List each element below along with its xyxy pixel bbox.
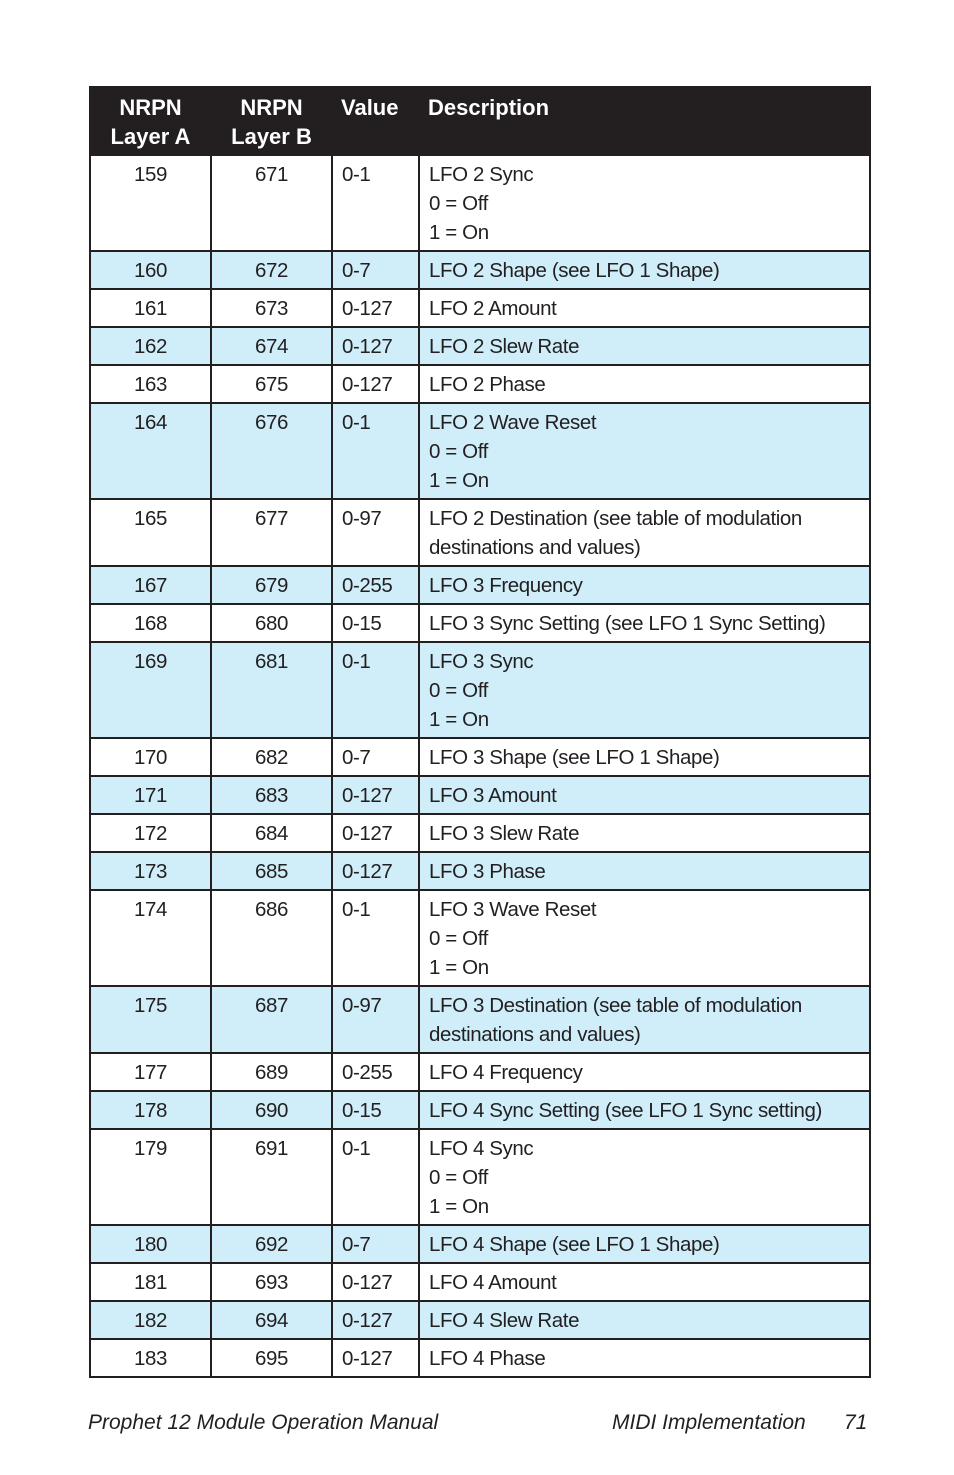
nrpn-layer-b-cell: 689 bbox=[211, 1053, 332, 1091]
description-line: 1 = On bbox=[429, 469, 489, 492]
nrpn-layer-a-cell: 161 bbox=[90, 289, 211, 327]
nrpn-table bbox=[89, 86, 871, 1378]
table-row bbox=[90, 566, 870, 604]
value-cell: 0-97 bbox=[332, 986, 419, 1053]
value-cell: 0-7 bbox=[332, 1225, 419, 1263]
description-cell bbox=[419, 890, 870, 986]
description-cell bbox=[419, 365, 870, 403]
description-line: LFO 3 Slew Rate bbox=[429, 822, 580, 845]
value-cell: 0-1 bbox=[332, 1129, 419, 1225]
table-row bbox=[90, 1129, 870, 1225]
table-row bbox=[90, 1301, 870, 1339]
description-cell bbox=[419, 1091, 870, 1129]
nrpn-layer-b-cell: 679 bbox=[211, 566, 332, 604]
table-row bbox=[90, 1263, 870, 1301]
value-cell: 0-1 bbox=[332, 403, 419, 499]
value-cell: 0-1 bbox=[332, 155, 419, 251]
description-line: LFO 3 Phase bbox=[429, 860, 546, 883]
description-line: 0 = Off bbox=[429, 440, 488, 463]
header-row bbox=[90, 87, 870, 155]
description-cell bbox=[419, 1263, 870, 1301]
value-cell: 0-1 bbox=[332, 890, 419, 986]
description-cell bbox=[419, 604, 870, 642]
description-line: LFO 4 Amount bbox=[429, 1271, 557, 1294]
table-row bbox=[90, 251, 870, 289]
header-text: Layer A bbox=[110, 124, 191, 149]
value-cell: 0-97 bbox=[332, 499, 419, 566]
value-cell: 0-15 bbox=[332, 1091, 419, 1129]
nrpn-layer-a-cell: 169 bbox=[90, 642, 211, 738]
nrpn-layer-b-cell: 691 bbox=[211, 1129, 332, 1225]
header-nrpn-layer-b bbox=[211, 87, 332, 155]
description-cell bbox=[419, 814, 870, 852]
value-cell: 0-127 bbox=[332, 814, 419, 852]
nrpn-layer-b-cell: 677 bbox=[211, 499, 332, 566]
description-cell bbox=[419, 499, 870, 566]
header-value: Value bbox=[332, 87, 419, 155]
value-cell: 0-255 bbox=[332, 1053, 419, 1091]
description-line: LFO 4 Frequency bbox=[429, 1061, 583, 1084]
value-cell: 0-127 bbox=[332, 365, 419, 403]
nrpn-layer-a-cell: 177 bbox=[90, 1053, 211, 1091]
nrpn-layer-b-cell: 680 bbox=[211, 604, 332, 642]
table-row bbox=[90, 604, 870, 642]
table-row bbox=[90, 1091, 870, 1129]
table-row bbox=[90, 1339, 870, 1377]
value-cell: 0-7 bbox=[332, 251, 419, 289]
description-cell bbox=[419, 566, 870, 604]
value-cell: 0-127 bbox=[332, 289, 419, 327]
description-cell bbox=[419, 1129, 870, 1225]
description-cell bbox=[419, 251, 870, 289]
table-row bbox=[90, 365, 870, 403]
table-row bbox=[90, 890, 870, 986]
description-cell bbox=[419, 403, 870, 499]
nrpn-layer-b-cell: 695 bbox=[211, 1339, 332, 1377]
table-row bbox=[90, 776, 870, 814]
description-line: destinations and values) bbox=[429, 536, 641, 559]
nrpn-layer-a-cell: 160 bbox=[90, 251, 211, 289]
table-row bbox=[90, 499, 870, 566]
nrpn-layer-a-cell: 171 bbox=[90, 776, 211, 814]
nrpn-layer-b-cell: 674 bbox=[211, 327, 332, 365]
nrpn-layer-a-cell: 170 bbox=[90, 738, 211, 776]
table-row bbox=[90, 403, 870, 499]
nrpn-layer-a-cell: 181 bbox=[90, 1263, 211, 1301]
nrpn-layer-a-cell: 167 bbox=[90, 566, 211, 604]
description-line: LFO 2 Sync bbox=[429, 163, 534, 186]
nrpn-layer-b-cell: 676 bbox=[211, 403, 332, 499]
description-line: LFO 2 Amount bbox=[429, 297, 557, 320]
description-line: LFO 3 Destination (see table of modulation bbox=[429, 994, 802, 1017]
value-cell: 0-127 bbox=[332, 1339, 419, 1377]
nrpn-layer-b-cell: 694 bbox=[211, 1301, 332, 1339]
table-row bbox=[90, 738, 870, 776]
description-line: LFO 3 Wave Reset bbox=[429, 898, 597, 921]
nrpn-layer-b-cell: 681 bbox=[211, 642, 332, 738]
description-line: LFO 4 Sync bbox=[429, 1137, 534, 1160]
value-cell: 0-127 bbox=[332, 327, 419, 365]
table-row bbox=[90, 986, 870, 1053]
nrpn-layer-b-cell: 687 bbox=[211, 986, 332, 1053]
value-cell: 0-255 bbox=[332, 566, 419, 604]
nrpn-layer-b-cell: 684 bbox=[211, 814, 332, 852]
description-line: 1 = On bbox=[429, 1195, 489, 1218]
description-line: LFO 4 Slew Rate bbox=[429, 1309, 580, 1332]
nrpn-layer-a-cell: 163 bbox=[90, 365, 211, 403]
nrpn-layer-a-cell: 172 bbox=[90, 814, 211, 852]
nrpn-layer-a-cell: 178 bbox=[90, 1091, 211, 1129]
nrpn-layer-a-cell: 173 bbox=[90, 852, 211, 890]
nrpn-layer-b-cell: 671 bbox=[211, 155, 332, 251]
value-cell: 0-127 bbox=[332, 1263, 419, 1301]
description-line: destinations and values) bbox=[429, 1023, 641, 1046]
value-cell: 0-7 bbox=[332, 738, 419, 776]
nrpn-layer-b-cell: 690 bbox=[211, 1091, 332, 1129]
nrpn-layer-b-cell: 672 bbox=[211, 251, 332, 289]
nrpn-layer-b-cell: 685 bbox=[211, 852, 332, 890]
description-cell bbox=[419, 155, 870, 251]
nrpn-layer-b-cell: 686 bbox=[211, 890, 332, 986]
value-cell: 0-127 bbox=[332, 776, 419, 814]
value-cell: 0-1 bbox=[332, 642, 419, 738]
table-row bbox=[90, 289, 870, 327]
description-line: LFO 2 Shape (see LFO 1 Shape) bbox=[429, 259, 720, 282]
description-line: LFO 3 Sync bbox=[429, 650, 534, 673]
nrpn-layer-a-cell: 164 bbox=[90, 403, 211, 499]
description-line: LFO 3 Sync Setting (see LFO 1 Sync Setting) bbox=[429, 612, 826, 635]
nrpn-layer-a-cell: 159 bbox=[90, 155, 211, 251]
section-title: MIDI Implementation bbox=[612, 1411, 806, 1434]
description-line: LFO 3 Shape (see LFO 1 Shape) bbox=[429, 746, 720, 769]
header-text: Layer B bbox=[231, 124, 312, 149]
description-line: LFO 4 Phase bbox=[429, 1347, 546, 1370]
header-nrpn-layer-a bbox=[90, 87, 211, 155]
description-line: LFO 2 Phase bbox=[429, 373, 546, 396]
description-line: 0 = Off bbox=[429, 192, 488, 215]
description-line: 0 = Off bbox=[429, 679, 488, 702]
table-row bbox=[90, 1053, 870, 1091]
table-row bbox=[90, 155, 870, 251]
table-body bbox=[90, 155, 870, 1377]
description-line: 0 = Off bbox=[429, 927, 488, 950]
description-line: 1 = On bbox=[429, 221, 489, 244]
nrpn-layer-b-cell: 692 bbox=[211, 1225, 332, 1263]
description-cell bbox=[419, 289, 870, 327]
description-line: LFO 3 Frequency bbox=[429, 574, 583, 597]
description-line: LFO 4 Sync Setting (see LFO 1 Sync setting) bbox=[429, 1099, 822, 1122]
description-line: LFO 2 Wave Reset bbox=[429, 411, 597, 434]
description-line: LFO 4 Shape (see LFO 1 Shape) bbox=[429, 1233, 720, 1256]
description-cell bbox=[419, 327, 870, 365]
description-cell bbox=[419, 1053, 870, 1091]
header-description: Description bbox=[419, 87, 870, 155]
nrpn-layer-b-cell: 693 bbox=[211, 1263, 332, 1301]
table-row bbox=[90, 642, 870, 738]
value-cell: 0-127 bbox=[332, 852, 419, 890]
description-cell bbox=[419, 1225, 870, 1263]
description-line: LFO 2 Slew Rate bbox=[429, 335, 580, 358]
description-cell bbox=[419, 642, 870, 738]
manual-title: Prophet 12 Module Operation Manual bbox=[88, 1411, 439, 1434]
description-cell bbox=[419, 1339, 870, 1377]
nrpn-layer-a-cell: 168 bbox=[90, 604, 211, 642]
nrpn-layer-b-cell: 683 bbox=[211, 776, 332, 814]
page-number: 71 bbox=[844, 1411, 868, 1434]
header-text: NRPN bbox=[240, 95, 303, 120]
description-line: LFO 2 Destination (see table of modulation bbox=[429, 507, 802, 530]
nrpn-layer-b-cell: 682 bbox=[211, 738, 332, 776]
header-text: NRPN bbox=[119, 95, 182, 120]
nrpn-layer-b-cell: 675 bbox=[211, 365, 332, 403]
description-cell bbox=[419, 776, 870, 814]
table-row bbox=[90, 327, 870, 365]
value-cell: 0-127 bbox=[332, 1301, 419, 1339]
table-row bbox=[90, 1225, 870, 1263]
description-cell bbox=[419, 738, 870, 776]
nrpn-layer-a-cell: 175 bbox=[90, 986, 211, 1053]
description-cell bbox=[419, 852, 870, 890]
nrpn-layer-b-cell: 673 bbox=[211, 289, 332, 327]
table-header bbox=[90, 87, 870, 155]
nrpn-layer-a-cell: 182 bbox=[90, 1301, 211, 1339]
nrpn-layer-a-cell: 180 bbox=[90, 1225, 211, 1263]
table-row bbox=[90, 814, 870, 852]
value-cell: 0-15 bbox=[332, 604, 419, 642]
nrpn-layer-a-cell: 174 bbox=[90, 890, 211, 986]
description-line: 1 = On bbox=[429, 956, 489, 979]
nrpn-layer-a-cell: 183 bbox=[90, 1339, 211, 1377]
nrpn-layer-a-cell: 162 bbox=[90, 327, 211, 365]
description-line: 1 = On bbox=[429, 708, 489, 731]
nrpn-layer-a-cell: 179 bbox=[90, 1129, 211, 1225]
description-cell bbox=[419, 1301, 870, 1339]
description-cell bbox=[419, 986, 870, 1053]
table-row bbox=[90, 852, 870, 890]
description-line: LFO 3 Amount bbox=[429, 784, 557, 807]
nrpn-layer-a-cell: 165 bbox=[90, 499, 211, 566]
description-line: 0 = Off bbox=[429, 1166, 488, 1189]
